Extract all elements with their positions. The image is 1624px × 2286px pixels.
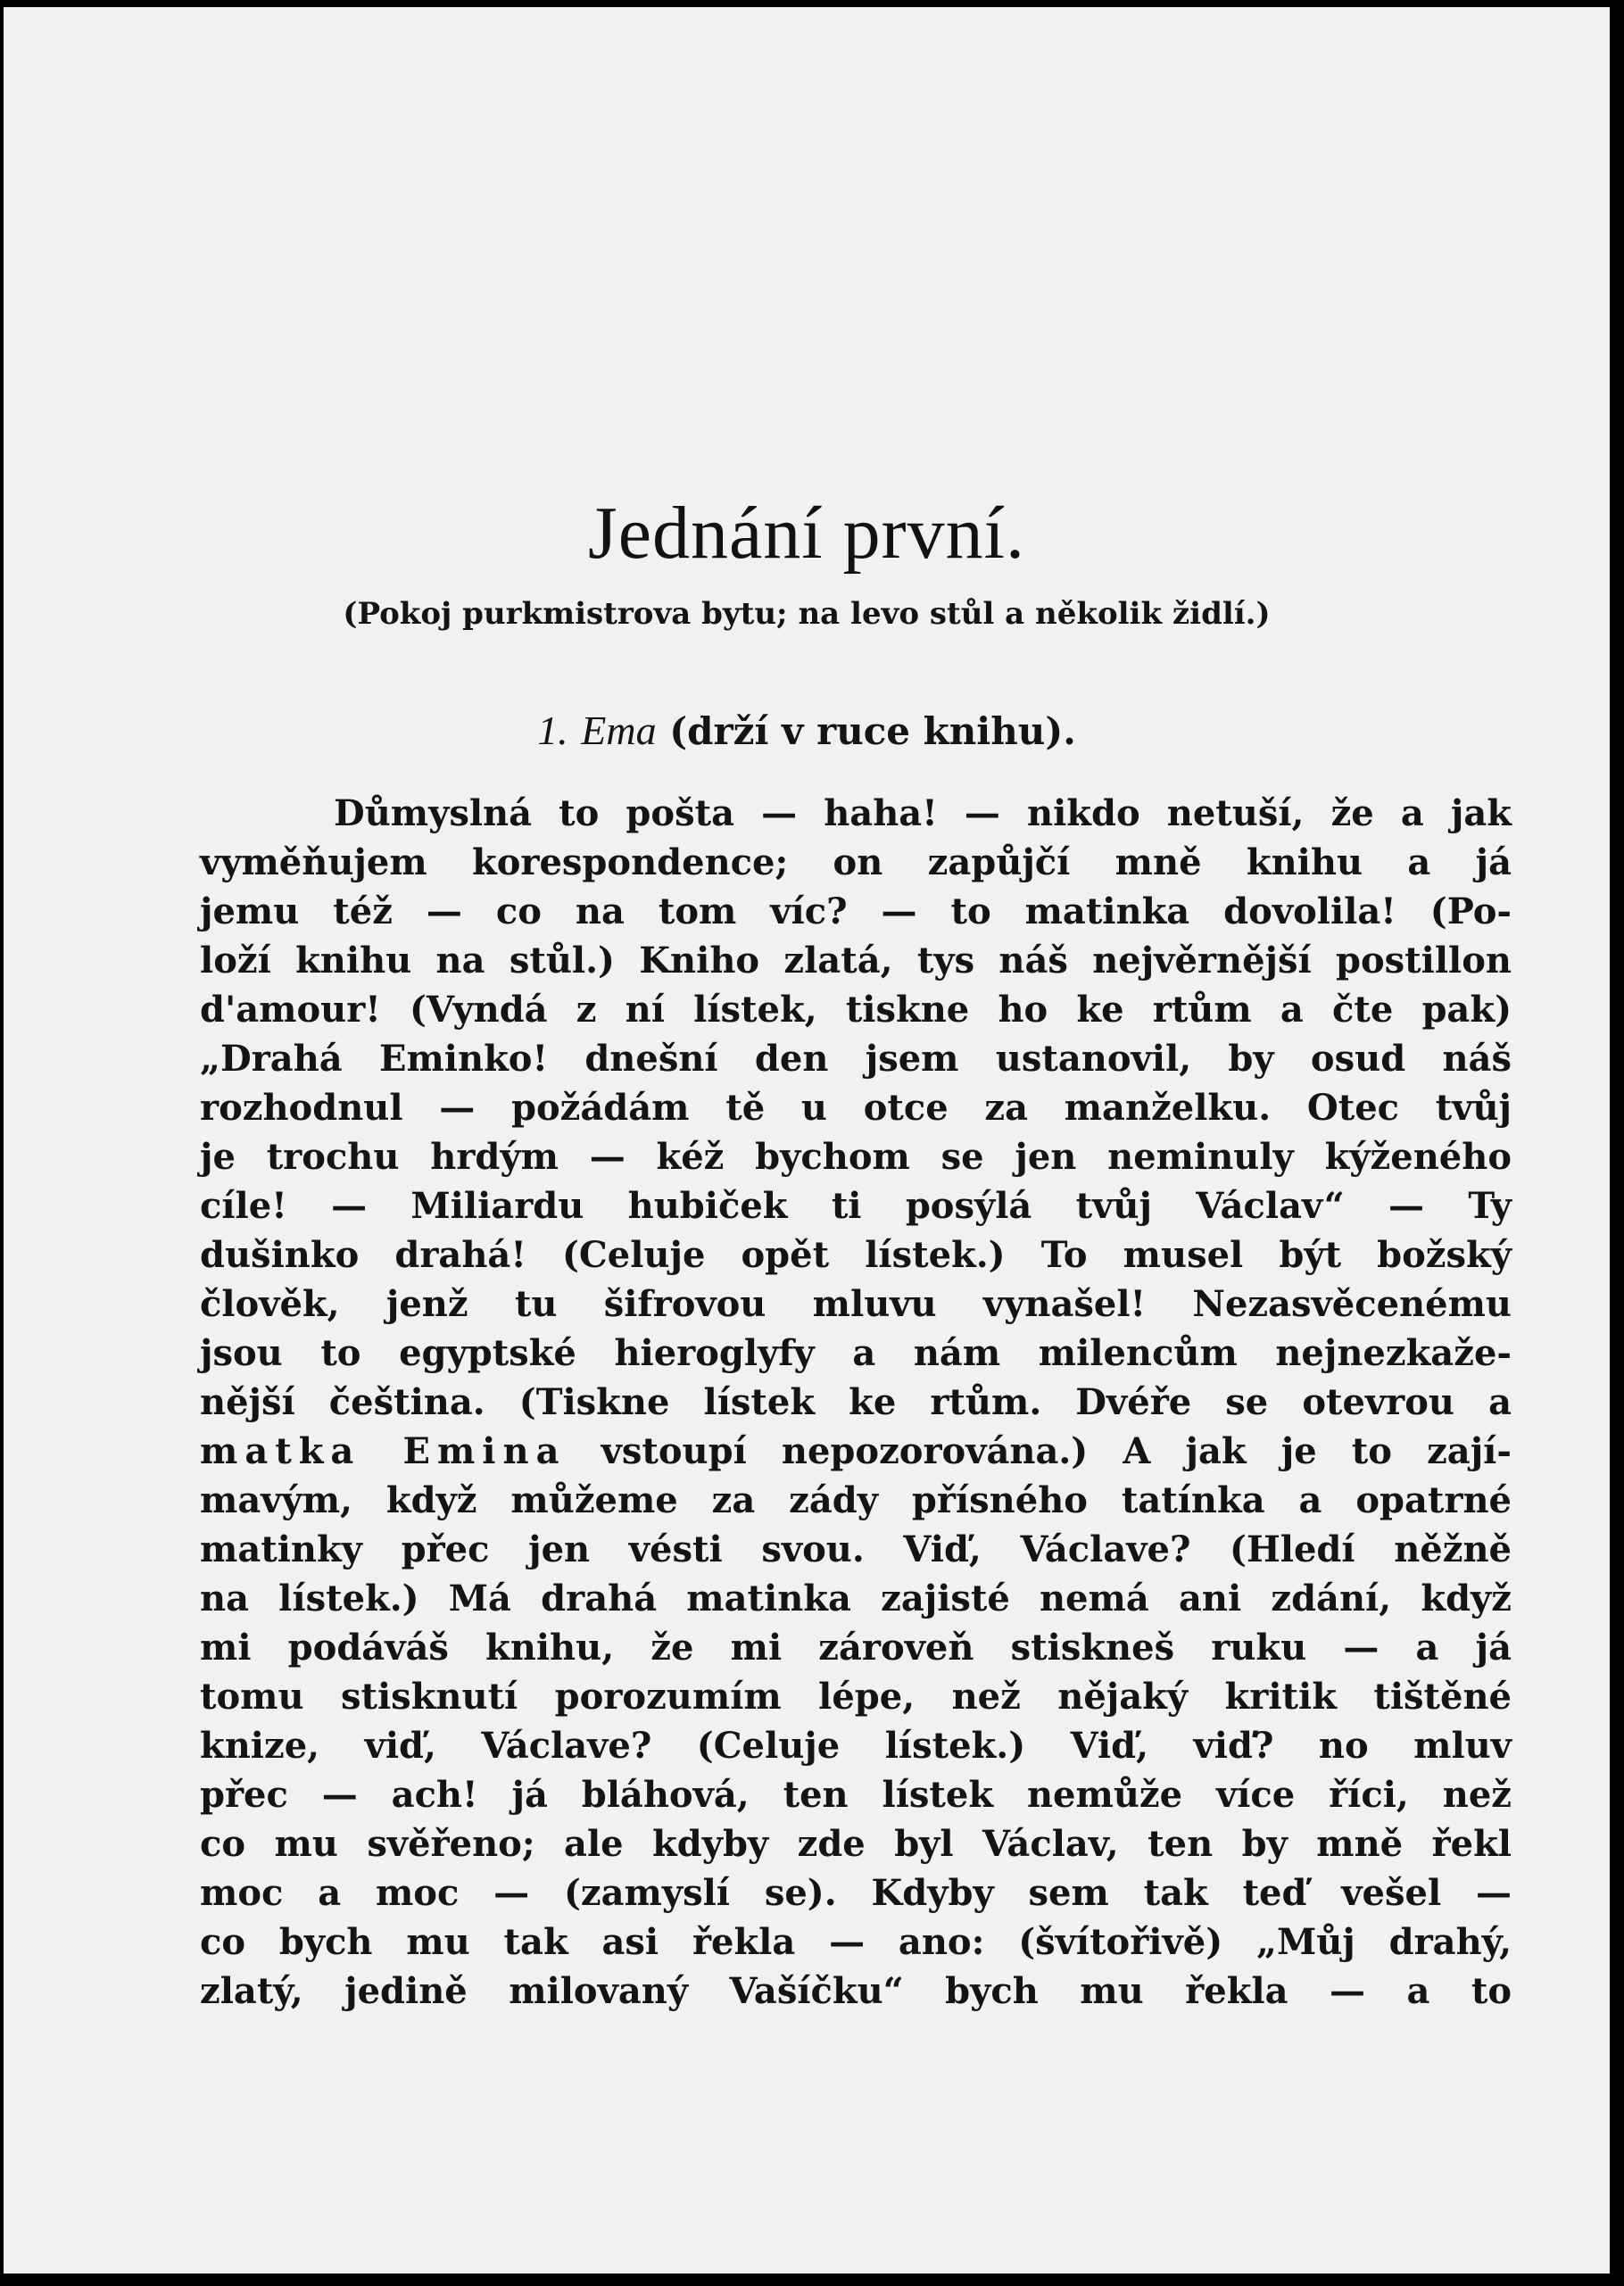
text-line: zlatý, jedině milovaný Vašíčku“ bych mu řekla — a to [200, 1970, 1512, 2012]
scene-direction: (drží v ruce knihu). [669, 709, 1076, 753]
text-line: jsou to egyptské hieroglyfy a nám milencům nejnezkaže- [200, 1332, 1512, 1374]
book-page [4, 7, 1610, 2274]
text-line: cíle! — Miliardu hubiček ti posýlá tvůj Václav“ — Ty [200, 1185, 1512, 1227]
text-line: vyměňujem korespondence; on zapůjčí mně knihu a já [200, 841, 1512, 883]
text-line: loží knihu na stůl.) Kniho zlatá, tys náš nejvěrnější postillon [200, 940, 1512, 981]
text-line-rest: vstoupí nepozorována.) A jak je to zají- [601, 1430, 1512, 1472]
stage-direction: (Pokoj purkmistrova bytu; na levo stůl a několik židlí.) [343, 596, 1271, 632]
scene-heading [4, 707, 1610, 754]
text-line: je trochu hrdým — kéž bychom se jen neminuly kýženého [200, 1136, 1512, 1178]
text-line: rozhodnul — požádám tě u otce za manželku. Otec tvůj [200, 1087, 1512, 1129]
text-line: na lístek.) Má drahá matinka zajisté nemá ani zdání, když [200, 1578, 1512, 1619]
text-line: „Drahá Eminko! dnešní den jsem ustanovil, by osud náš [200, 1038, 1512, 1080]
scene-number: 1. [537, 708, 568, 753]
dialogue-text [200, 789, 1512, 2016]
text-line: mi podáváš knihu, že mi zároveň stiskneš ruku — a já [200, 1627, 1512, 1669]
text-line-with-spaced-name [200, 1427, 1512, 1476]
text-line: mavým, když můžeme za zády přísného tatínka a opatrné [200, 1479, 1512, 1521]
text-line: nější čeština. (Tiskne lístek ke rtům. Dvéře se otevrou a [200, 1381, 1512, 1423]
text-line: člověk, jenž tu šifrovou mluvu vynašel! Nezasvěcenému [200, 1283, 1512, 1325]
act-heading: Jednání první. [588, 492, 1025, 575]
text-line: co mu svěřeno; ale kdyby zde byl Václav, ten by mně řekl [200, 1823, 1512, 1865]
character-name: Ema [581, 708, 657, 753]
text-line: tomu stisknutí porozumím lépe, než nějaký kritik tištěné [200, 1676, 1512, 1718]
text-line: co bych mu tak asi řekla — ano: (švítořivě) „Můj drahý, [200, 1921, 1512, 1963]
text-line: moc a moc — (zamyslí se). Kdyby sem tak teď vešel — [200, 1872, 1512, 1914]
text-line: matinky přec jen vésti svou. Viď, Václave? (Hledí něžně [200, 1528, 1512, 1570]
text-line: přec — ach! já bláhová, ten lístek nemůže více říci, než [200, 1774, 1512, 1816]
text-line: dušinko drahá! (Celuje opět lístek.) To musel být božský [200, 1234, 1512, 1276]
text-line: Důmyslná to pošta — haha! — nikdo netuší, že a jak [334, 792, 1512, 834]
spaced-character-name: matka Emina [200, 1430, 567, 1472]
text-line: d'amour! (Vyndá z ní lístek, tiskne ho ke rtům a čte pak) [200, 989, 1512, 1031]
text-line: knize, viď, Václave? (Celuje lístek.) Viď, viď? no mluv [200, 1725, 1512, 1767]
text-line: jemu též — co na tom víc? — to matinka dovolila! (Po- [200, 890, 1512, 932]
